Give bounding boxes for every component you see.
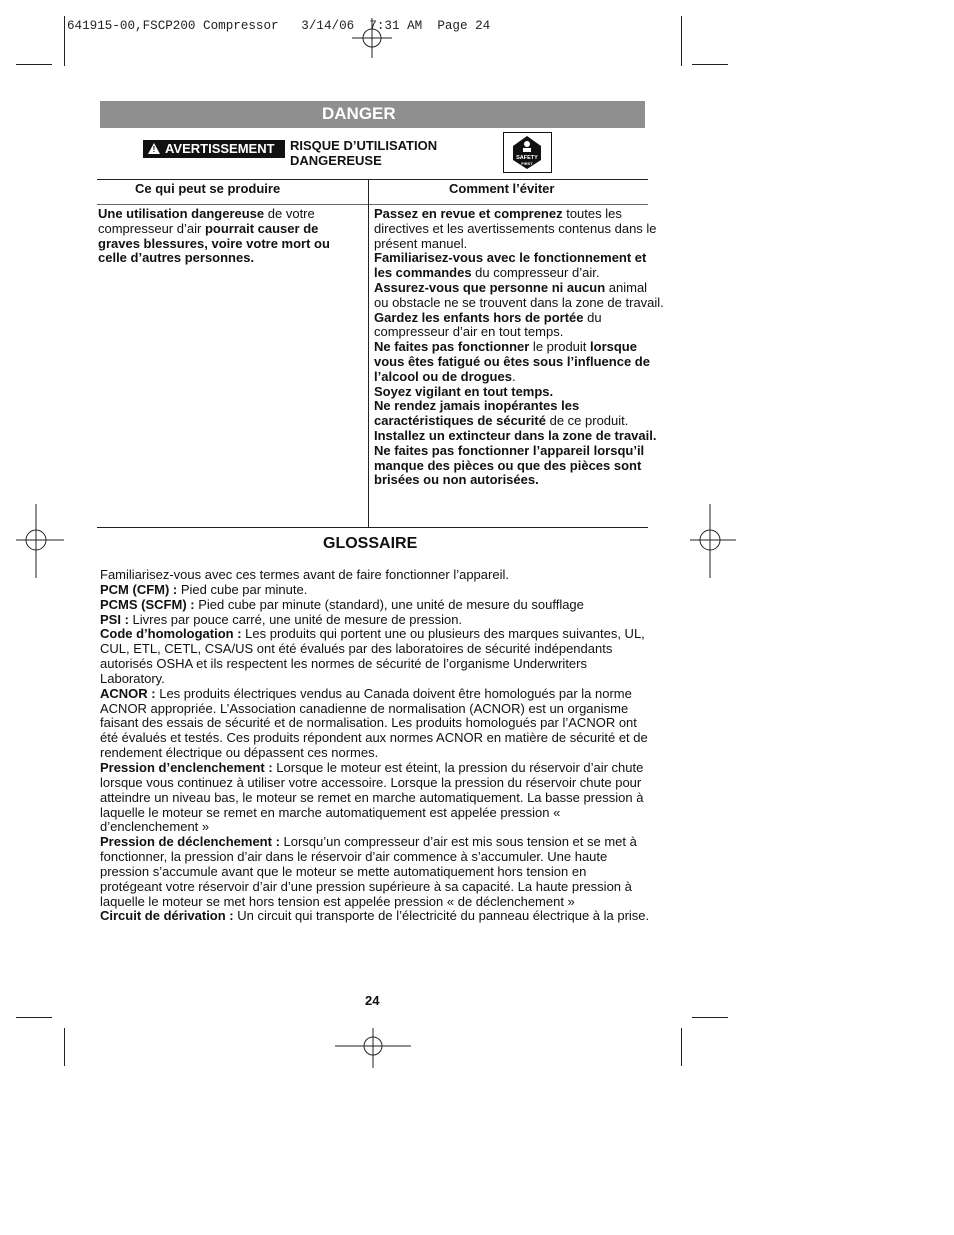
danger-title: DANGER bbox=[322, 104, 396, 123]
crop-mark bbox=[681, 16, 682, 66]
list-item: Ne rendez jamais inopérantes les caractéristiques de sécurité de ce produit. bbox=[374, 398, 629, 429]
danger-header bbox=[100, 101, 645, 128]
warning-badge-label: AVERTISSEMENT bbox=[165, 141, 275, 156]
glossary-entry: PCMS (SCFM) : Pied cube par minute (standard), une unité de mesure du soufflage bbox=[100, 596, 584, 612]
crop-mark bbox=[692, 1017, 728, 1018]
list-item: Ne faites pas fonctionner l’appareil lorsqu’il manque des pièces ou que des pièces sont brisées ou non autorisées. bbox=[374, 442, 645, 488]
glossary-entry: PCM (CFM) : Pied cube par minute. bbox=[100, 581, 308, 597]
crop-mark bbox=[681, 1028, 682, 1066]
glossary-entry: PSI : Livres par pouce carré, une unité de mesure de pression. bbox=[100, 611, 463, 627]
list-item: Soyez vigilant en tout temps. bbox=[374, 383, 554, 399]
glossary-body bbox=[100, 568, 650, 924]
column-header-what: Ce qui peut se produire bbox=[135, 181, 281, 196]
warning-badge: ! AVERTISSEMENT bbox=[143, 140, 285, 158]
glossary-entry: ACNOR : Les produits électriques vendus au Canada doivent être homologués par la norme ACNOR appropriée. L’Association canadienne de normalisation (ACNOR) est un organisme faisant des essais de sécurité et de normalisation. Les produits homologués par l’ACNOR ont été évalués et testés. Ces produits répondent aux normes ACNOR en matière de sécurité et de rendement électrique ou dépassent ces normes. bbox=[100, 685, 648, 761]
registration-mark-icon bbox=[680, 500, 740, 580]
crop-mark bbox=[64, 1028, 65, 1066]
glossary-entry: Pression d’enclenchement : Lorsque le moteur est éteint, la pression du réservoir d’air chute lorsque vous continuez à utiliser votre accessoire. Lorsque la pression du réservoir chute pour atteindre un niveau bas, le moteur se remet en marche automatiquement. La basse pression à laquelle le moteur se remet en marche automatiquement est appelée pression « d’enclenchement » bbox=[100, 759, 644, 835]
list-item: Passez en revue et comprenez toutes les directives et les avertissements contenus dans le présent manuel. bbox=[374, 206, 657, 251]
list-item: Gardez les enfants hors de portée du compresseur d’air en tout temps. bbox=[374, 309, 602, 340]
list-item: Familiarisez-vous avec le fonctionnement et les commandes du compresseur d’air. bbox=[374, 250, 647, 281]
glossary-entry: Code d’homologation : Les produits qui portent une ou plusieurs des marques suivantes, UL, CUL, ETL, CETL, CSA/US ont été évalués par des laboratoires de sécurité indépendants autorisés OSHA et ils respectent les normes de sécurité de l’organisme Underwriters Laboratory. bbox=[100, 626, 645, 686]
table-bottom-rule bbox=[97, 527, 648, 528]
registration-mark-icon bbox=[335, 1028, 411, 1068]
crop-mark bbox=[692, 64, 728, 65]
prevention-list bbox=[374, 207, 664, 488]
table-top-rule bbox=[97, 179, 648, 180]
page-number: 24 bbox=[365, 993, 380, 1008]
print-slug: 641915-00,FSCP200 Compressor 3/14/06 7:31 AM Page 24 bbox=[67, 19, 491, 33]
risk-title: RISQUE D’UTILISATION DANGEREUSE bbox=[290, 138, 438, 168]
registration-mark-icon bbox=[16, 500, 76, 580]
glossary-entry: Pression de déclenchement : Lorsqu’un compresseur d’air est mis sous tension et se met à fonctionner, la pression d’air dans le réservoir d’air commence à s’accumuler. Une haute pression s’accumule avant que le moteur se mette automatiquement hors tension en protégeant votre réservoir d’air d’une pression supérieure à sa capacité. La haute pression à laquelle le moteur se met hors tension est appelée pression « de déclenchement » bbox=[100, 834, 637, 909]
safety-icon-word: SAFETY bbox=[516, 155, 538, 161]
column-header-how: Comment l’éviter bbox=[449, 181, 555, 196]
hazard-description: Une utilisation dangereuse de votre compresseur d’air pourrait causer de graves blessures, voire votre mort ou celle d’autres personnes. bbox=[98, 206, 330, 266]
table-column-divider bbox=[368, 180, 369, 528]
glossary-intro: Familiarisez-vous avec ces termes avant de faire fonctionner l’appareil. bbox=[100, 567, 509, 582]
table-header-rule bbox=[97, 204, 648, 205]
glossary-title: GLOSSAIRE bbox=[323, 535, 418, 552]
list-item: Ne faites pas fonctionner le produit lorsque vous êtes fatigué ou êtes sous l’influence de l’alcool ou de drogues. bbox=[374, 339, 650, 384]
glossary-entry: Circuit de dérivation : Un circuit qui transporte de l’électricité du panneau électrique à la prise. bbox=[100, 908, 650, 924]
crop-mark bbox=[16, 64, 52, 65]
list-item: Installez un extincteur dans la zone de travail. bbox=[374, 427, 657, 443]
crop-mark bbox=[16, 1017, 52, 1018]
list-item: Assurez-vous que personne ni aucun animal ou obstacle ne se trouvent dans la zone de travail. bbox=[374, 279, 664, 310]
crop-mark bbox=[64, 16, 65, 66]
safety-first-icon bbox=[503, 132, 552, 173]
registration-mark-icon bbox=[352, 18, 392, 58]
safety-icon-word: FIRST bbox=[521, 161, 533, 166]
